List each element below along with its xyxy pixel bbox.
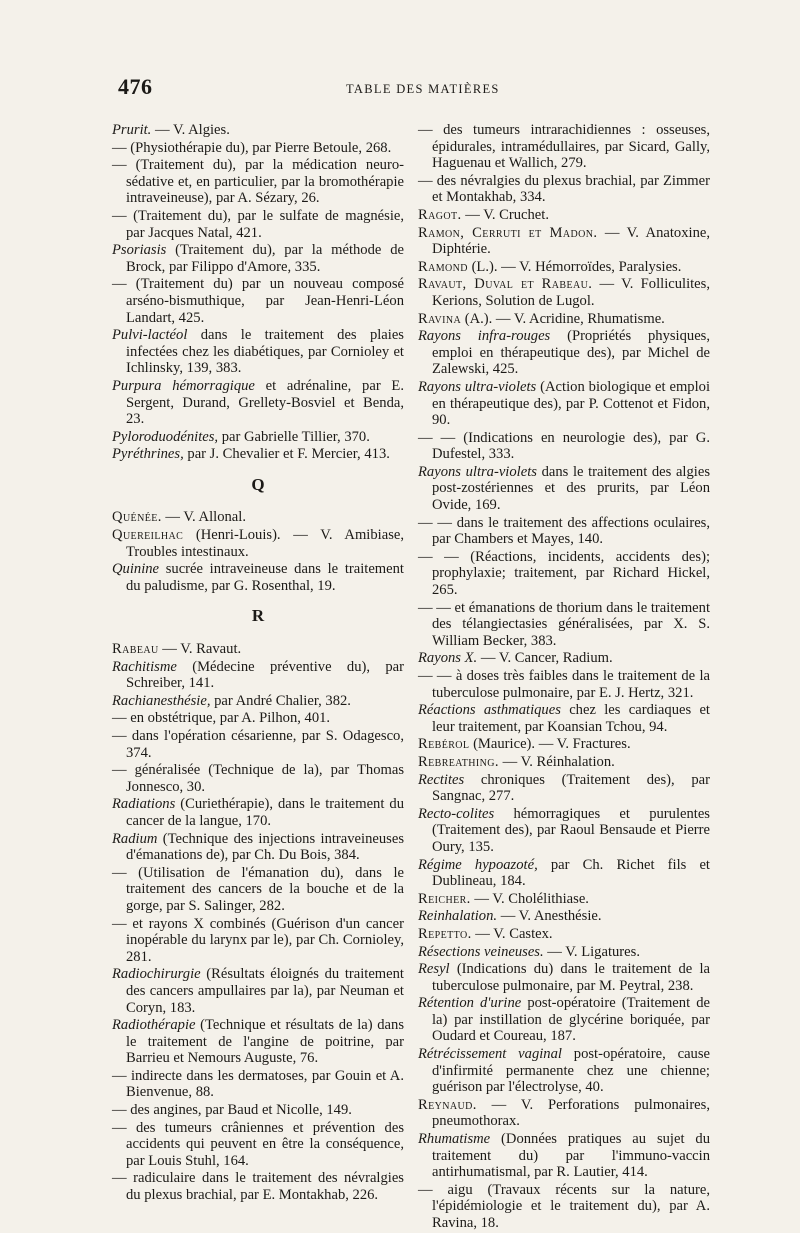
entry-text: — — à doses très faibles dans le traitement de la tuberculose pulmonaire, par E. J. Hertz, 321. [418, 668, 710, 701]
entry-text: par Gabrielle Tillier, 370. [218, 428, 370, 445]
page-header [118, 74, 730, 104]
entry-text: (Propriétés physiques, emploi en thérapeutique des), par Michel de Zalewski, 425. [432, 328, 710, 378]
entry-heading: Rabeau [112, 641, 159, 658]
entry-heading: Quinine [112, 561, 160, 578]
entry-heading: Rétention d'urine [418, 995, 522, 1012]
entry-text: — V. Anesthésie. [497, 908, 602, 925]
index-entry [112, 966, 404, 1016]
entry-heading: Ravina [418, 310, 462, 327]
entry-text: post-opératoire (Traitement de la) par instillation de glycérine boriquée, par Oudard et Coureau, 187. [432, 995, 710, 1045]
entry-heading: Reicher. [418, 890, 471, 907]
entry-text: et adrénaline, par E. Sergent, Durand, Grellety-Bosviel et Benda, 23. [126, 377, 404, 428]
entry-text: — V. Anatoxine, Diphtérie. [432, 224, 710, 258]
entry-text: — V. Réinhalation. [498, 753, 615, 770]
entry-heading: Rayons ultra-violets [418, 463, 537, 480]
entry-text: chez les cardiaques et leur traitement, par Koansian Tchou, 94. [432, 702, 710, 735]
entry-heading: Prurit. [112, 122, 152, 138]
index-entry [112, 509, 404, 526]
entry-text: (L.). — V. Hémorroïdes, Paralysies. [467, 258, 682, 275]
entry-heading: Régime hypoazoté, [418, 856, 538, 873]
index-entry [418, 995, 710, 1045]
entry-text: hémorragiques et purulentes (Traitement des), par Raoul Bensaude et Pierre Oury, 135. [432, 805, 710, 855]
entry-text: — (Utilisation de l'émanation du), dans le traitement des cancers de la bouche et de la gorge, par S. Salinger, 282. [112, 864, 404, 914]
entry-heading: Radium [112, 830, 158, 847]
entry-heading: Rayons ultra-violets [418, 378, 537, 395]
entry-heading: Rétrécissement vaginal [418, 1046, 562, 1063]
entry-text: — — dans le traitement des affections oculaires, par Chambers et Mayes, 140. [418, 514, 710, 548]
index-entry [418, 207, 710, 224]
entry-heading: Psoriasis [112, 242, 167, 259]
entry-heading: Rachianesthésie, [112, 692, 211, 709]
index-entry [418, 379, 710, 429]
entry-heading: Repetto. [418, 925, 472, 942]
entry-text: (Henri-Louis). — V. Amibiase, Troubles intestinaux. [126, 527, 404, 560]
entry-text: — (Traitement du) par un nouveau composé arséno-bismuthique, par Jean-Henri-Léon Landart, 425. [112, 276, 404, 326]
index-entry [112, 1170, 404, 1203]
entry-text: — radiculaire dans le traitement des névralgies du plexus brachial, par E. Montakhab, 226. [112, 1170, 404, 1204]
index-entry [418, 926, 710, 943]
index-entry [112, 122, 404, 139]
entry-text: — en obstétrique, par A. Pilhon, 401. [112, 710, 331, 727]
entry-text: — V. Cancer, Radium. [477, 650, 613, 667]
entry-text: — (Traitement du), par le sulfate de magnésie, par Jacques Natal, 421. [112, 207, 404, 241]
index-entry [112, 1017, 404, 1067]
entry-heading: Pyloroduodénites, [112, 428, 219, 445]
index-entry [112, 1120, 404, 1170]
entry-text: — des tumeurs crâniennes et prévention des accidents qui peuvent en être la conséquence, par Louis Stuhl, 164. [112, 1119, 404, 1169]
index-entry [112, 916, 404, 966]
index-entry [418, 515, 710, 548]
left-column [112, 122, 404, 1205]
index-entry [112, 327, 404, 377]
index-entry [418, 1182, 710, 1232]
entry-text: — V. Folliculites, Kerions, Solution de Lugol. [432, 276, 710, 309]
index-entry [112, 659, 404, 692]
entry-text: — V. Allonal. [161, 509, 246, 526]
entry-heading: Reinhalation. [418, 908, 498, 925]
index-entry [112, 693, 404, 710]
entry-heading: Ramond [418, 258, 468, 275]
section-letter: R [251, 606, 265, 626]
entry-text: — — (Indications en neurologie des), par G. Dufestel, 333. [418, 429, 710, 463]
entry-heading: Ramon, Cerruti et Madon. [418, 224, 598, 241]
entry-heading: Rebérol [418, 736, 470, 753]
index-entry [418, 754, 710, 771]
entry-heading: Résections veineuses. [418, 943, 544, 960]
page-number: 476 [118, 74, 153, 99]
index-entry [418, 464, 710, 514]
entry-text: (Données pratiques au sujet du traitement du) par l'immuno-vaccin antirhumatismal, par R. Lautier, 414. [432, 1131, 710, 1181]
index-entry [112, 1102, 404, 1119]
entry-text: dans le traitement des plaies infectées chez les diabétiques, par Cornioley et Ichlinsky, 139, 383. [126, 327, 404, 377]
entry-text: — V. Castex. [471, 925, 553, 942]
index-entry [112, 865, 404, 915]
index-entry [418, 908, 710, 925]
entry-heading: Radiothérapie [112, 1017, 196, 1034]
entry-heading: Pyréthrines, [112, 446, 184, 463]
entry-text: — des angines, par Baud et Nicolle, 149. [112, 1102, 352, 1119]
entry-heading: Rayons infra-rouges [418, 328, 551, 345]
index-entry [112, 378, 404, 428]
index-entry [112, 710, 404, 727]
entry-heading: Recto-colites [418, 805, 495, 822]
entry-text: — V. Algies. [151, 122, 230, 138]
index-entry [418, 173, 710, 206]
index-entry [418, 857, 710, 890]
entry-heading: Ravaut, Duval et Rabeau. [418, 276, 593, 293]
index-entry [418, 600, 710, 650]
entry-heading: Ragot. [418, 206, 462, 223]
index-entry [112, 140, 404, 157]
index-entry [418, 736, 710, 753]
entry-text: (Action biologique et emploi en thérapeutique des), par P. Cottenot et Fidon, 90. [432, 378, 710, 429]
index-entry [112, 242, 404, 275]
entry-heading: Pulvi-lactéol [112, 327, 188, 344]
entry-heading: Purpura hémorragique [112, 377, 255, 394]
entry-text: sucrée intraveineuse dans le traitement du paludisme, par G. Rosenthal, 19. [126, 561, 404, 594]
index-entry [418, 225, 710, 258]
index-entry [418, 1131, 710, 1181]
index-entry [112, 429, 404, 446]
entry-heading: Radiochirurgie [112, 966, 201, 983]
index-entry [418, 1046, 710, 1096]
entry-heading: Rayons X. [418, 650, 478, 667]
index-entry [418, 668, 710, 701]
index-entry [418, 944, 710, 961]
index-entry [418, 311, 710, 328]
index-entry [112, 1068, 404, 1101]
entry-text: (Indications du) dans le traitement de la tuberculose pulmonaire, par M. Peytral, 238. [432, 961, 710, 994]
index-entry [112, 561, 404, 594]
entry-text: (A.). — V. Acridine, Rhumatisme. [461, 310, 665, 327]
entry-text: — (Physiothérapie du), par Pierre Betoule, 268. [112, 139, 392, 156]
index-entry [418, 961, 710, 994]
index-entry [418, 259, 710, 276]
entry-text: par André Chalier, 382. [210, 692, 351, 709]
entry-heading: Resyl [418, 961, 450, 978]
section-letter: Q [251, 474, 265, 494]
running-title: TABLE DES MATIÈRES [346, 82, 500, 96]
entry-text: — aigu (Travaux récents sur la nature, l'épidémiologie et le traitement du), par A. Ravina, 18. [418, 1181, 710, 1231]
index-entry [112, 728, 404, 761]
index-entry [112, 527, 404, 560]
entry-heading: Quénée. [112, 509, 162, 526]
entry-text: — — (Réactions, incidents, accidents des); prophylaxie; traitement, par Richard Hickel, 265. [418, 548, 710, 599]
entry-text: — — et émanations de thorium dans le traitement des télangiectasies généralisées, par X. S. William Becker, 383. [418, 599, 710, 649]
index-entry [418, 702, 710, 735]
entry-text: (Médecine préventive du), par Schreiber, 141. [126, 658, 404, 692]
entry-text: — V. Cruchet. [461, 206, 549, 223]
index-entry [418, 276, 710, 309]
entry-text: par J. Chevalier et F. Mercier, 413. [183, 446, 390, 463]
index-entry [418, 430, 710, 463]
index-entry [112, 208, 404, 241]
right-column [418, 122, 710, 1233]
index-entry [418, 122, 710, 172]
entry-text: (Résultats éloignés du traitement des cancers ampullaires par la), par Neuman et Coryn, 183. [126, 966, 404, 1016]
entry-text: chroniques (Traitement des), par Sangnac, 277. [432, 771, 710, 805]
entry-heading: Rachitisme [112, 658, 177, 675]
entry-text: — des tumeurs intrarachidiennes : osseuses, épidurales, intramédullaires, par Sicard, Gally, Haguenau et Wallich, 279. [418, 122, 710, 172]
index-entry [418, 549, 710, 599]
entry-text: dans le traitement des algies post-zostériennes et des prurits, par Léon Ovide, 169. [432, 463, 710, 514]
entry-text: — des névralgies du plexus brachial, par Zimmer et Montakhab, 334. [418, 172, 710, 206]
index-entry [112, 796, 404, 829]
entry-heading: Rectites [418, 771, 465, 788]
index-entry [418, 650, 710, 667]
entry-text: — indirecte dans les dermatoses, par Gouin et A. Bienvenue, 88. [112, 1067, 404, 1101]
entry-text: (Traitement du), par la méthode de Brock, par Filippo d'Amore, 335. [126, 242, 404, 275]
entry-text: — (Traitement du), par la médication neuro-sédative et, en particulier, par la bromothérapie intraveineuse), par A. Sézary, 26. [112, 157, 404, 207]
entry-text: post-opératoire, cause d'infirmité permanente chez une chienne; guérison par l'électrolyse, 40. [432, 1046, 711, 1096]
entry-text: — et rayons X combinés (Guérison d'un cancer inopérable du larynx par le), par Ch. Cornioley, 281. [112, 915, 404, 965]
entry-heading: Réactions asthmatiques [418, 702, 561, 719]
index-entry [418, 1097, 710, 1130]
index-entry [112, 641, 404, 658]
index-entry [112, 446, 404, 463]
index-entry [112, 831, 404, 864]
entry-text: — V. Perforations pulmonaires, pneumothorax. [432, 1096, 710, 1130]
index-entry [112, 276, 404, 326]
entry-heading: Quereilhac [112, 527, 184, 544]
entry-text: — généralisée (Technique de la), par Thomas Jonnesco, 30. [112, 762, 404, 795]
entry-text: (Technique et résultats de la) dans le traitement de l'angine de poitrine, par Barrieu et Nemours Auguste, 76. [126, 1017, 404, 1067]
entry-text: — V. Ligatures. [543, 943, 640, 960]
entry-text: (Maurice). — V. Fractures. [469, 736, 631, 753]
entry-heading: Reynaud. [418, 1096, 477, 1113]
entry-heading: Rhumatisme [418, 1131, 491, 1148]
entry-text: — V. Cholélithiase. [470, 890, 589, 907]
entry-text: par Ch. Richet fils et Dublineau, 184. [432, 856, 710, 890]
index-entry [112, 157, 404, 207]
entry-text: (Technique des injections intraveineuses d'émanations de), par Ch. Du Bois, 384. [126, 830, 404, 864]
entry-heading: Rebreathing. [418, 753, 499, 770]
entry-text: (Curiethérapie), dans le traitement du cancer de la langue, 170. [126, 796, 404, 829]
entry-text: — V. Ravaut. [158, 641, 242, 658]
entry-heading: Radiations [112, 796, 176, 813]
index-entry [418, 772, 710, 805]
index-entry [418, 328, 710, 378]
index-entry [418, 806, 710, 856]
entry-text: — dans l'opération césarienne, par S. Odagesco, 374. [112, 728, 404, 761]
index-entry [112, 762, 404, 795]
index-entry [418, 891, 710, 908]
